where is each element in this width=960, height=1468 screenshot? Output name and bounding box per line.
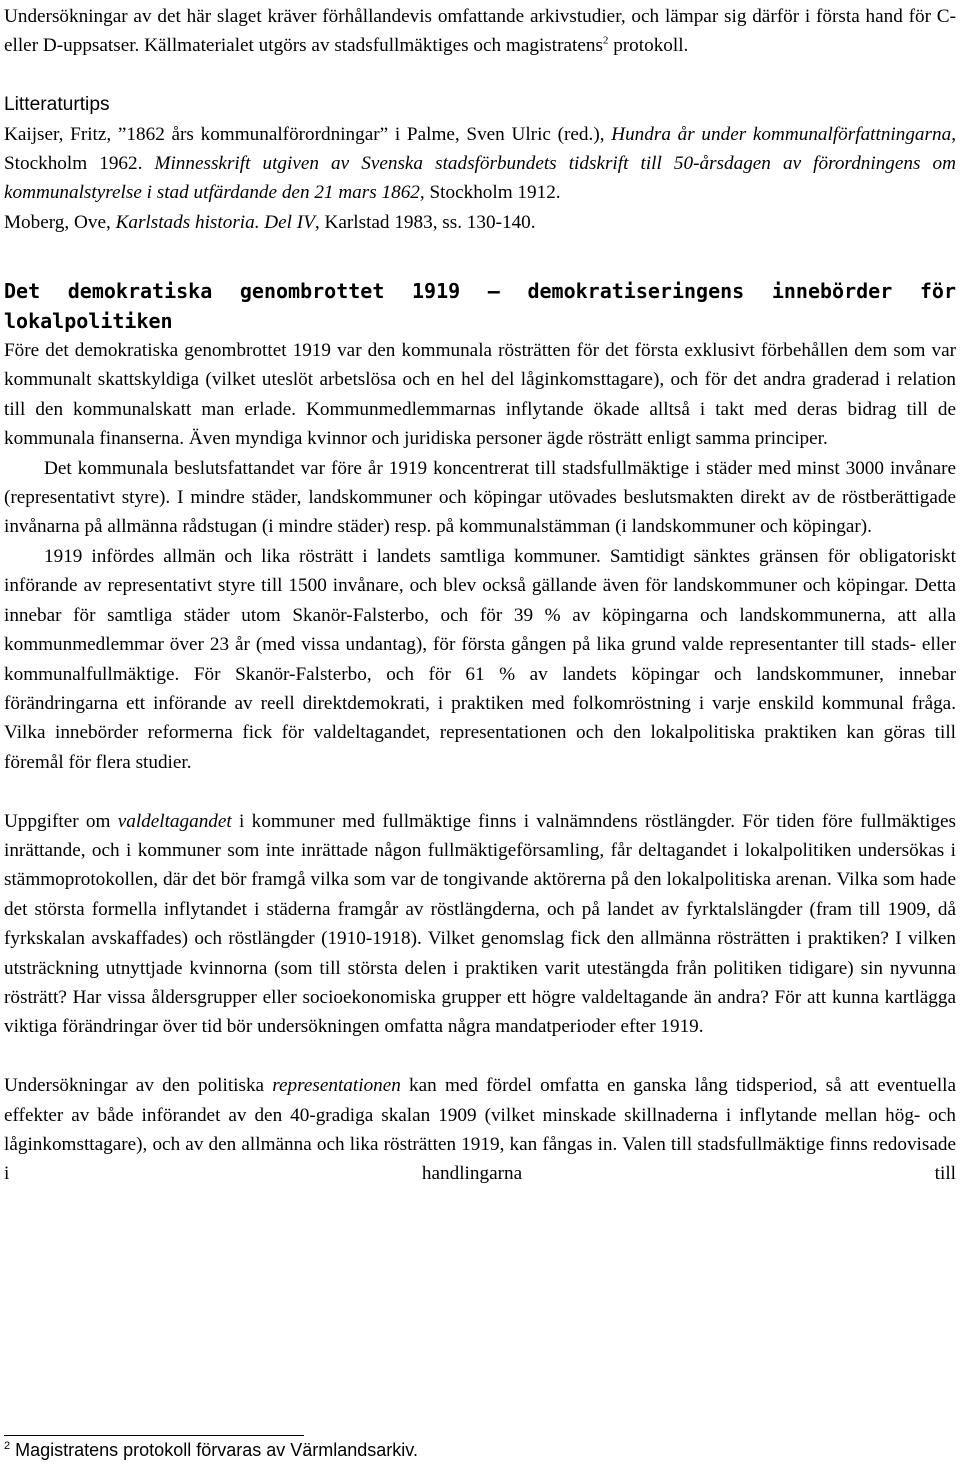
intro-text-end: protokoll. <box>608 35 689 57</box>
literature-reference-1 <box>4 120 956 208</box>
reference-title: Minnesskrift utgiven av Svenska stadsförbundets tidskrift till 50-årsdagen av förordningens om kommunalstyrelse i stad utfärdande den 21 mars 1862 <box>4 153 956 204</box>
representation-paragraph <box>4 1071 956 1189</box>
paragraph-text: Undersökningar av den politiska <box>4 1075 273 1097</box>
spacer <box>4 777 956 806</box>
intro-paragraph <box>4 2 956 61</box>
footnote-text: Magistratens protokoll förvaras av Värmlandsarkiv. <box>10 1440 418 1460</box>
spacer <box>4 61 956 90</box>
footnote-reference[interactable]: 2 <box>602 35 609 48</box>
emphasized-term: valdeltagandet <box>117 810 232 832</box>
footnote-separator <box>4 1435 304 1436</box>
reference-author: Moberg, Ove, <box>4 211 116 233</box>
reference-publication: , Stockholm 1962. <box>4 123 956 175</box>
spacer <box>4 237 956 277</box>
spacer <box>4 1042 956 1071</box>
paragraph-text: Uppgifter om <box>4 810 118 832</box>
section-paragraph-2: Det kommunala beslutsfattandet var före år 1919 koncentrerat till stadsfullmäktige i städer med minst 3000 invånare (representativt styre). I mindre städer, landskommuner och köpingar utövades beslutsmakten direkt av de röstberättigade invånarna på allmänna rådstugan (i mindre städer) resp. på kommunalstämman (i landskommuner och köpingar). <box>4 457 956 538</box>
paragraph-text: i kommuner med fullmäktige finns i valnämndens röstlängder. För tiden före fullmäktiges inrättande, och i kommuner som inte inrättade någon fullmäktigeförsamling, får deltagandet i lokalpolitiken undersökas i stämmoprotokollen, där det bör framgå vilka som var de tongivande aktörerna på den lokalpolitiska arenan. Vilka som hade det största formella inflytandet i städerna framgår av röstlängderna, och på landet av fyrktalslängder (fram till 1909, då fyrkskalan avskaffades) och röstlängder (1910-1918). Vilket genomslag fick den allmänna rösträtten i praktiken? I vilken utsträckning utnyttjade kvinnorna (som till största delen i praktiken varit utestängda från politiken tidigare) sin nyvunna rösträtt? Har vissa åldersgrupper eller socioekonomiska grupper ett högre valdeltagande än andra? För att kunna kartlägga viktiga förändringar över tid bör undersökningen omfatta några mandatperioder efter 1919. <box>4 810 956 1038</box>
intro-text: Undersökningar av det här slaget kräver förhållandevis omfattande arkivstudier, och lämpar sig därför i första hand för C- eller D-uppsatser. Källmaterialet utgörs av stadsfullmäktiges och magistratens <box>4 6 956 57</box>
reference-title: Karlstads historia. Del IV <box>115 211 315 233</box>
footnote-number: 2 <box>4 1440 11 1452</box>
literature-heading: Litteraturtips <box>4 94 110 116</box>
valdeltagande-paragraph <box>4 807 956 1042</box>
section-paragraph-1: Före det demokratiska genombrottet 1919 var den kommunala rösträtten för det första exklusivt förbehållen dem som var kommunalt skattskyldiga (vilket uteslöt arbetslösa och en hel del låginkomsttagare), och för det andra graderad i relation till den kommunalskatt man erlade. Kommunmedlemmarnas inflytande ökade alltså i takt med deras bidrag till de kommunala finanserna. Även myndiga kvinnor och juridiska personer ägde rösträtt enligt samma principer. <box>4 340 956 450</box>
reference-publication: , Stockholm 1912. <box>419 182 561 204</box>
document-page <box>4 2 956 1189</box>
paragraph-text: kan med fördel omfatta en ganska lång tidsperiod, så att eventuella effekter av både införandet av den 40-gradiga skalan 1909 (vilket minskade skillnaderna i inflytande mellan hög- och låginkomsttagare), och av den allmänna och lika rösträtten 1919, kan fångas in. Valen till stadsfullmäktige finns redovisade i handlingarna till <box>4 1075 956 1185</box>
section-paragraph-3: 1919 infördes allmän och lika rösträtt i landets samtliga kommuner. Samtidigt sänktes gränsen för obligatoriskt införande av representativt styre till 1500 invånare, och blev också gällande även för landskommuner och köpingar. Detta innebar för samtliga städer utom Skanör-Falsterbo, och för 39 % av köpingarna och landskommunerna, att alla kommunmedlemmar över 23 år (med vissa undantag), för första gången på lika grund valde representanter till stads- eller kommunalfullmäktige. För Skanör-Falsterbo, och för 61 % av landets köpingar och landskommuner, innebar förändringarna ett införande av reell direktdemokrati, i praktiken med folkomröstning i varje enskild kommunal fråga. Vilka innebörder reformerna fick för valdeltagandet, representationen och den lokalpolitiska praktiken kan göras till föremål för flera studier. <box>4 545 956 773</box>
reference-author: Kaijser, Fritz, ”1862 års kommunalförordningar” i Palme, Sven Ulric (red.), <box>4 123 612 145</box>
reference-publication: , Karlstad 1983, ss. 130-140. <box>314 211 536 233</box>
reference-title: Hundra år under kommunalförfattningarna <box>611 123 952 145</box>
section-heading: Det demokratiska genombrottet 1919 – demokratiseringens innebörder för lokalpolitiken <box>4 279 956 333</box>
footnote <box>4 1437 418 1463</box>
emphasized-term: representationen <box>272 1075 401 1097</box>
literature-reference-2 <box>4 208 956 237</box>
